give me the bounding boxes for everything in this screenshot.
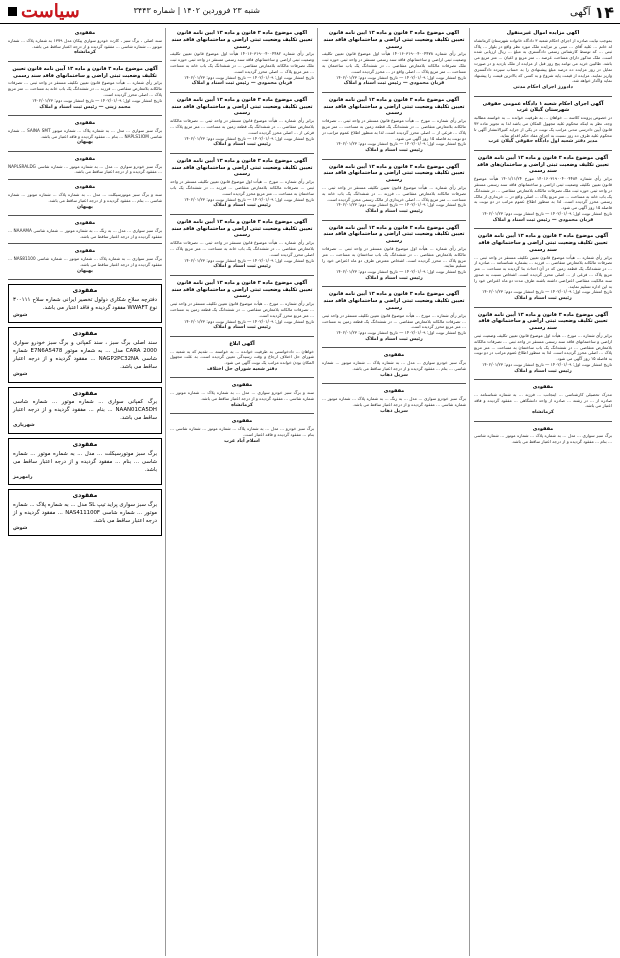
notice-separator xyxy=(8,243,162,244)
notice-separator xyxy=(474,150,612,151)
notice-body: برگ سبز سواری ... به شماره پلاک ... شماره موتور ... شماره شاسی NAS81100 ... مفقود گردیده و از درجه اعتبار ساقط می باشد. xyxy=(8,256,162,267)
legal-notice xyxy=(322,388,466,415)
notice-signature: رئیس ثبت اسناد و املاک xyxy=(365,209,423,215)
notice-signature: کرمانشاه xyxy=(231,402,253,408)
notice-publish-dates: تاریخ انتشار نوبت اول: ۱۴۰۲/۰۱/۰۹ — تاریخ انتشار نوبت دوم: ۱۴۰۲/۰۱/۲۳ xyxy=(184,74,314,80)
notice-title: مفقودی xyxy=(74,248,96,255)
legal-notice xyxy=(322,164,466,216)
notice-signature: قربان محمودی — رئیس ثبت اسناد و املاک xyxy=(343,81,445,87)
notice-title: مفقودی xyxy=(383,388,405,395)
notice-body: برابر رأی شماره ... هیأت موضوع قانون تعیین تکلیف مستقر در واحد ثبتی ... تصرفات مالکانه بلامعارض متقاضی ... فرزند ... در ششدانگ یک باب خانه به مساحت ... متر مربع پلاک ... اصلی محرز گردیده است. xyxy=(8,80,162,97)
legal-notice xyxy=(8,30,162,57)
notice-title: مفقودی xyxy=(383,352,405,359)
notice-body: برابر رأی شماره ... هیأت اول موضوع قانون مستقر در واحد ثبتی ... تصرفات مالکانه بلامعارض متقاضی ... در ششدانگ یک باب ساختمان به مساحت ... متر مربع پلاک ... محرز گردیده است. اشخاص معترض ظرف دو ماه اعتراض خود را تسلیم نمایند. xyxy=(322,245,466,269)
column-4 xyxy=(8,30,162,954)
legal-notice xyxy=(474,233,612,302)
notice-signature: سرپل ذهاب xyxy=(380,372,408,378)
legal-notice xyxy=(474,30,612,92)
page-header xyxy=(0,0,620,24)
notice-publish-dates: تاریخ انتشار نوبت اول: ۱۴۰۲/۰۱/۰۹ — تاریخ انتشار نوبت دوم: ۱۴۰۲/۰۱/۲۳ xyxy=(336,202,466,208)
notice-title: آگهی مزایده اموال غیرمنقول xyxy=(506,30,580,36)
notice-title: آگهی موضوع ماده ۳ قانون و ماده ۱۳ آیین نامه قانون تعیین تکلیف وضعیت ثبتی اراضی و ساختمانهای فاقد سند رسمی xyxy=(477,311,609,332)
notice-body: برابر رأی شماره ... مورخ ... هیأت موضوع قانون تعیین تکلیف مستقر در واحد ثبتی ... تصرفات مالکانه بلامعارض متقاضی ... در ششدانگ یک قطعه زمین به مساحت ... متر مربع محرز گردیده است. xyxy=(170,301,314,318)
notice-signature: بهبهان xyxy=(77,268,93,274)
notice-separator xyxy=(8,115,162,116)
notice-body: برابر رأی شماره ... مورخ ... هیأت موضوع قانون مستقر در واحد ثبتی ... تصرفات مالکانه بلامعارض متقاضی ... در ششدانگ یک قطعه زمین به مساحت ... متر مربع پلاک ... فرعی از ... اصلی محرز گردیده است. لذا به منظور اطلاع عموم مراتب در دو نوبت به فاصله ۱۵ روز آگهی می شود. xyxy=(322,118,466,141)
section-name: آگهی xyxy=(569,7,591,18)
notice-body: سند اصلی برگ سبز ، سند کمپانی و برگ سبز خودرو سواری CARA 2000 مدل ... به شماره موتور E7N6A5478 شماره شاسی NAGP2PC32NA ... مفقود گردیده و از درجه اعتبار ساقط می باشد. xyxy=(13,340,157,371)
notice-body: برگ سبز سواری ... مدل ... به شماره پلاک ... شماره موتور ... شماره شاسی ... بنام ... مفقود گردیده و از درجه اعتبار ساقط می باشد. xyxy=(474,433,612,445)
legal-notice xyxy=(474,101,612,146)
logo-square-icon xyxy=(8,7,17,16)
notice-body: برگ سبز سواری ... مدل ... به رنگ ... به شماره موتور ... شماره شاسی NAAAMA ... مفقود گردیده و از درجه اعتبار ساقط می باشد. xyxy=(8,227,162,239)
legal-notice xyxy=(8,184,162,211)
column-1 xyxy=(474,30,612,954)
notice-signature: شوش xyxy=(13,372,28,378)
notice-title: آگهی موضوع ماده ۳ قانون و ماده ۱۳ آیین نامه قانون تعیین تکلیف وضعیت ثبتی اراضی و ساختمانهای فاقد سند رسمی xyxy=(171,96,313,117)
boxed-notice xyxy=(8,387,162,434)
notice-separator xyxy=(322,92,466,93)
legal-notice xyxy=(8,156,162,175)
notice-body: برگ سبز خودرو سواری ... مدل ... به شماره موتور ... شماره شاسی NAPLSRALDG ... مفقود گردیده و از درجه اعتبار ساقط می باشد. xyxy=(8,163,162,175)
notice-signature: کرمانشاه xyxy=(74,50,96,56)
notice-publish-dates: تاریخ انتشار نوبت اول: ۱۴۰۲/۰۱/۰۹ — تاریخ انتشار نوبت دوم: ۱۴۰۲/۰۱/۲۳ xyxy=(336,269,466,275)
notice-separator xyxy=(170,413,314,414)
notice-publish-dates: تاریخ انتشار نوبت اول: ۱۴۰۲/۰۱/۰۹ — تاریخ انتشار نوبت دوم: ۱۴۰۲/۰۱/۲۳ xyxy=(184,257,314,263)
notice-body: برگ سبز خودرو سواری ... مدل ... به شماره پلاک ... شماره موتور ... شماره شاسی ... بنام ... مفقود گردیده و از درجه اعتبار ساقط می باشد. xyxy=(322,360,466,371)
notice-title: آگهی موضوع ماده ۳ قانون و ماده ۱۳ آیین نامه قانون تعیین تکلیف وضعیت ثبتی اراضی و ساختمانهای فاقد سند رسمی xyxy=(477,233,609,253)
notice-title: آگهی موضوع ماده ۳ قانون و ماده ۱۳ آیین نامه قانون تعیین تکلیف وضعیت ثبتی اراضی و ساختمانهای فاقد سند رسمی xyxy=(171,279,313,300)
notice-separator xyxy=(170,336,314,337)
notice-signature: رئیس ثبت اسناد و املاک xyxy=(213,203,271,209)
legal-notice xyxy=(474,312,612,376)
notice-signature: رامهرمز xyxy=(13,474,33,480)
legal-notice xyxy=(474,384,612,417)
notice-title: آگهی موضوع ماده ۳ قانون و ماده ۱۳ آیین نامه قانون تعیین تکلیف وضعیت ثبتی اراضی و ساختمان‌های فاقد سند رسمی xyxy=(477,154,609,175)
notice-signature: قربان محمودی — رئیس ثبت اسناد و املاک xyxy=(191,81,293,87)
notice-title: آگهی موضوع ماده ۳ قانون و ماده ۱۳ آیین نامه قانون تعیین تکلیف وضعیت ثبتی اراضی و ساختمانهای فاقد سند رسمی xyxy=(323,224,465,245)
notice-separator xyxy=(170,153,314,154)
notice-body: برگ سبز خودرو ... مدل ... به شماره پلاک ... شماره موتور ... شماره شاسی ... بنام ... مفقود گردیده و فاقد اعتبار است. xyxy=(170,425,314,437)
notice-body: برگ سبز سواری پراید تیپ SL مدل ... به شماره پلاک ... شماره موتور ... شماره شاسی NAS411100F ... مفقود گردیده و از درجه اعتبار ساقط می باشد. xyxy=(13,501,157,524)
notice-separator xyxy=(322,347,466,348)
notice-separator xyxy=(474,379,612,380)
notice-title: آگهی موضوع ماده ۳ قانون و ماده ۱۳ آیین نامه قانون تعیین تکلیف وضعیت ثبتی اراضی و ساختمانهای فاقد سند رسمی xyxy=(323,291,465,311)
legal-notice xyxy=(170,219,314,271)
boxed-notice xyxy=(8,438,162,485)
legal-notice xyxy=(8,66,162,111)
notice-title: مفقودی xyxy=(72,491,98,499)
notice-signature: رئیس ثبت اسناد و املاک xyxy=(365,336,423,342)
notice-signature: دادورز اجرای احکام مدنی xyxy=(513,85,573,91)
legal-notice xyxy=(322,97,466,155)
legal-notice xyxy=(170,97,314,149)
notice-separator xyxy=(8,151,162,152)
notice-body: بموجب نیابت صادره از اجرای احکام شعبه ۳ دادگاه خانواده شهرستان کرمانشاه له خانم ... علیه آقای ... مبنی بر مزایده ملک مورد نظر واقع در بلوار ... پلاک ثبتی ... که توسط کارشناس رسمی دادگستری به مبلغ ... ریال ارزیابی شده است. ملک مذکور دارای مساحت عرصه ... متر مربع و اعیان ... متر مربع می باشد. طالبین خرید می توانند پنج روز قبل از مزایده از ملک بازدید و در صورت تمایل در روز مزایده ده درصد مبلغ پیشنهادی را به حساب سپرده دادگستری واریز نمایند. مزایده از قیمت پایه شروع و به کسی که بالاترین قیمت را پیشنهاد نماید واگذار خواهد شد. xyxy=(474,37,612,84)
notice-signature: رئیس ثبت اسناد و املاک xyxy=(365,148,423,154)
notice-separator xyxy=(170,214,314,215)
notice-title: مفقودی xyxy=(74,119,96,126)
notice-title: مفقودی xyxy=(72,330,98,338)
column-divider xyxy=(469,28,470,956)
notice-title: آگهی موضوع ماده ۳ قانون و ماده ۱۳ آیین نامه قانون تعیین تکلیف وضعیت ثبتی اراضی و ساختمانهای فاقد سند رسمی xyxy=(12,65,158,79)
notice-separator xyxy=(474,228,612,229)
column-divider xyxy=(317,28,318,956)
legal-notice xyxy=(322,30,466,88)
notice-body: برابر رأی شماره ۱۴۰۱۶۰۳۱۹۰۰۴۰۰۴۴۸۲ هیأت اول موضوع قانون تعیین تکلیف وضعیت ثبتی اراضی و ساختمانهای فاقد سند رسمی مستقر در واحد ثبتی حوزه ثبت ملک تصرفات مالکانه بلامعارض متقاضی ... در ششدانگ یک باب خانه به مساحت ... متر مربع پلاک ... اصلی محرز گردیده است. xyxy=(170,51,314,74)
notice-signature: رئیس ثبت اسناد و املاک xyxy=(514,296,572,302)
notice-title: مفقودی xyxy=(72,389,98,397)
notice-body: در خصوص پرونده کلاسه ... خواهان ... به طرفیت خوانده ... به خواسته مطالبه وجه، نظر به اینکه محکوم علیه مجهول المکان می باشد لذا به تجویز ماده ۷۳ قانون آیین دادرسی مدنی مراتب یک نوبت در یکی از جراید کثیرالانتشار آگهی تا محکوم علیه ظرف ده روز نسبت به اجرای مفاد حکم اقدام نماید. xyxy=(474,115,612,138)
legal-notice xyxy=(170,341,314,374)
notice-separator xyxy=(322,383,466,384)
boxed-notice xyxy=(8,284,162,323)
notice-title: آگهی موضوع ماده ۳ قانون و ماده ۱۳ آیین نامه قانون تعیین تکلیف وضعیت ثبتی اراضی و ساختمانهای فاقد سند رسمی xyxy=(323,163,465,184)
notice-body: برابر رأی شماره ... مورخ ... هیأت موضوع قانون تعیین تکلیف مستقر در واحد ثبتی ... تصرفات مالکانه بلامعارض متقاضی ... در ششدانگ یک قطعه زمین به مساحت ... متر مربع محرز گردیده است. xyxy=(322,312,466,330)
notice-separator xyxy=(170,377,314,378)
notice-title: آگهی ابلاغ xyxy=(229,340,255,347)
notice-title: آگهی موضوع ماده ۳ قانون و ماده ۱۳ آیین نامه قانون تعیین تکلیف وضعیت ثبتی اراضی و ساختمانهای فاقد سند رسمی xyxy=(171,30,313,50)
notice-signature: رئیس ثبت اسناد و املاک xyxy=(213,142,271,148)
notice-body: برابر رأی شماره ۱۴۰۱۶۰۳۱۹۰۰۴۰۰۴۴۷۸ هیأت اول موضوع قانون تعیین تکلیف وضعیت ثبتی اراضی و ساختمانهای فاقد سند رسمی مستقر در واحد ثبتی حوزه ثبت ملک تصرفات مالکانه بلامعارض متقاضی ... در ششدانگ یک باب ساختمان به مساحت ... متر مربع پلاک ... اصلی واقع در ... محرز گردیده است. xyxy=(322,51,466,74)
notice-signature: مدیر دفتر شعبه اول دادگاه حقوقی گیلان غرب xyxy=(488,139,598,145)
notice-body: دفترچه سلاح شکاری دولول تخصیر ایرانی شماره سلاح ۳۰۰۱۱۱ نوع WWAFT مفقود گردیده و فاقد اعتبار می باشد. xyxy=(13,296,157,311)
legal-notice xyxy=(8,248,162,275)
notice-body: برابر رأی شماره ... هیأت موضوع قانون تعیین تکلیف مستقر در واحد ثبتی ... تصرفات مالکانه بلامعارض متقاضی ... فرزند ... بشماره شناسنامه ... صادره از ... در ششدانگ یک قطعه زمین که در آن احداث بنا گردیده به مساحت ... متر مربع پلاک ... فرعی از ... اصلی محرز گردیده است. اشخاص نسبت به صدور سند مالکیت متقاضی اعتراضی داشته باشند ظرف مدت دو ماه اعتراض خود را به این اداره تسلیم نمایند. xyxy=(474,254,612,289)
legal-notice xyxy=(322,352,466,379)
notice-signature: رئیس ثبت اسناد و املاک xyxy=(213,264,271,270)
legal-notice xyxy=(170,382,314,409)
notice-body: برابر رأی شماره ... هیأت موضوع قانون مستقر در واحد ثبتی ... تصرفات مالکانه بلامعارض متقاضی ... در ششدانگ یک باب خانه به مساحت ... متر مربع پلاک ... اصلی محرز گردیده است. xyxy=(170,240,314,257)
notice-signature: کرمانشاه xyxy=(532,410,554,416)
masthead-logo xyxy=(8,1,80,22)
notice-publish-dates: تاریخ انتشار نوبت اول: ۱۴۰۲/۰۱/۰۹ — تاریخ انتشار نوبت دوم: ۱۴۰۲/۰۱/۲۳ xyxy=(336,74,466,80)
notice-signature: شهریاری xyxy=(13,423,35,429)
notice-body: خواهان ... دادخواستی به طرفیت خوانده ... به خواسته ... تقدیم که به شعبه ... شورای حل اختلاف ارجاع و وقت رسیدگی تعیین گردیده است. به علت مجهول المکان بودن خوانده مراتب یک نوبت آگهی می شود. xyxy=(170,348,314,366)
boxed-notice xyxy=(8,489,162,536)
notice-body: برگ سبز سواری ... مدل ... به شماره پلاک ... شماره موتور SAINA SMT ... شماره شاسی NAPLS1IOM ... بنام ... مفقود گردیده و فاقد اعتبار می باشد. xyxy=(8,127,162,139)
legal-notice xyxy=(474,426,612,445)
notice-separator xyxy=(8,215,162,216)
notice-publish-dates: تاریخ انتشار نوبت اول: ۱۴۰۲/۰۱/۰۹ — تاریخ انتشار نوبت دوم: ۱۴۰۲/۰۱/۲۳ xyxy=(336,141,466,147)
boxed-notice xyxy=(8,327,162,382)
notice-body: برابر رأی شماره ... هیأت موضوع قانون مستقر در واحد ثبتی ... تصرفات مالکانه بلامعارض متقاضی ... در ششدانگ یک قطعه زمین به مساحت ... متر مربع پلاک ... فرعی از ... اصلی محرز گردیده است. xyxy=(170,118,314,135)
notice-body: برابر رأی شماره ... مورخ ... هیأت اول موضوع قانون تعیین تکلیف وضعیت ثبتی اراضی و ساختمانهای فاقد سند رسمی مستقر در واحد ثبتی ... تصرفات مالکانه بلامعارض متقاضی ... در ششدانگ یک باب ساختمان به مساحت ... متر مربع پلاک ... اصلی محرز گردیده است. لذا به منظور اطلاع عموم مراتب در دو نوبت به فاصله ۱۵ روز آگهی می شود. xyxy=(474,332,612,362)
notice-signature: سرپل ذهاب xyxy=(380,408,408,414)
notice-title: آگهی موضوع ماده ۳ قانون و ماده ۱۳ آیین نامه قانون تعیین تکلیف وضعیت ثبتی اراضی و ساختمانهای فاقد سند رسمی xyxy=(323,30,465,50)
notice-signature: دفتر شعبه شورای حل اختلاف xyxy=(206,366,278,372)
notice-publish-dates: تاریخ انتشار نوبت اول: ۱۴۰۲/۰۱/۰۹ — تاریخ انتشار نوبت دوم: ۱۴۰۲/۰۱/۲۳ xyxy=(184,196,314,202)
legal-notice xyxy=(170,280,314,332)
notice-title: مفقودی xyxy=(532,384,554,391)
notice-signature: رئیس ثبت اسناد و املاک xyxy=(213,325,271,331)
notice-body: برابر رأی شماره ... مورخ ... هیأت اول موضوع قانون تعیین تکلیف مستقر در واحد ثبتی ... تصرفات مالکانه بلامعارض متقاضی ... فرزند ... در ششدانگ یک باب ساختمان به مساحت ... متر مربع محرز گردیده است. xyxy=(170,179,314,196)
notice-body: برگ سبز موتورسیکلت ... مدل ... به شماره موتور ... شماره شاسی ... بنام ... مفقود گردیده و از درجه اعتبار ساقط می باشد. xyxy=(13,450,157,473)
notice-signature: رئیس ثبت اسناد و املاک xyxy=(514,368,572,374)
notice-publish-dates: تاریخ انتشار نوبت اول: ۱۴۰۲/۰۱/۰۹ — تاریخ انتشار نوبت دوم: ۱۴۰۲/۰۱/۲۳ xyxy=(482,289,612,295)
notice-separator xyxy=(8,179,162,180)
notice-signature: قربان محمودی — رئیس ثبت اسناد و املاک xyxy=(492,217,594,223)
notice-publish-dates: تاریخ انتشار نوبت اول: ۱۴۰۲/۰۱/۰۹ — تاریخ انتشار نوبت دوم: ۱۴۰۲/۰۱/۲۳ xyxy=(482,361,612,367)
legal-notice xyxy=(474,155,612,224)
notice-separator xyxy=(474,96,612,97)
notice-separator xyxy=(322,286,466,287)
legal-notice xyxy=(170,418,314,445)
notice-signature: بهبهان xyxy=(77,204,93,210)
notice-separator xyxy=(170,92,314,93)
legal-notice xyxy=(322,225,466,283)
column-divider xyxy=(165,28,166,956)
notice-publish-dates: تاریخ انتشار نوبت اول: ۱۴۰۲/۰۱/۰۹ — تاریخ انتشار نوبت دوم: ۱۴۰۲/۰۱/۲۳ xyxy=(32,97,162,103)
legal-notice xyxy=(322,291,466,343)
notice-title: آگهی اجرای احکام شعبه ۱ دادگاه عمومی حقوقی شهرستان گیلان غرب xyxy=(482,100,604,114)
notice-separator xyxy=(8,279,162,280)
notice-body: برگ کمپانی سواری ... شماره موتور ... شماره شاسی NAAN01CA5DH ... بنام ... مفقود گردیده و از درجه اعتبار ساقط می باشد. xyxy=(13,399,157,422)
page-number: ۱۴ xyxy=(594,3,614,22)
notice-body: سند اصلی ، برگ سبز ، کارت خودرو سواری پیکان مدل ۱۳۷۹ به شماره پلاک ... شماره موتور ... شماره شاسی ... مفقود گردیده و از درجه اعتبار ساقط می باشد. xyxy=(8,37,162,49)
notice-separator xyxy=(322,220,466,221)
notice-signature: اسلام آباد غرب xyxy=(224,438,260,444)
notice-publish-dates: تاریخ انتشار نوبت اول: ۱۴۰۲/۰۱/۰۹ — تاریخ انتشار نوبت دوم: ۱۴۰۲/۰۱/۲۳ xyxy=(482,210,612,216)
notice-signature: شوش xyxy=(13,525,28,531)
logo-text: سیاست xyxy=(21,1,80,22)
column-2 xyxy=(322,30,466,954)
notice-body: سند و برگ سبز خودرو سواری ... مدل ... به شماره پلاک ... شماره موتور ... شماره شاسی ... مفقود گردیده و از درجه اعتبار ساقط می باشد. xyxy=(170,390,314,401)
notice-signature: محمد زینی — رئیس ثبت اسناد و املاک xyxy=(39,104,131,110)
legal-notice xyxy=(170,30,314,88)
notice-separator xyxy=(474,421,612,422)
column-3 xyxy=(170,30,314,954)
issue-info: شنبه ۲۳ فروردین ۱۴۰۲ | شماره ۳۴۴۳ xyxy=(133,6,260,15)
notice-separator xyxy=(170,275,314,276)
notice-title: آگهی موضوع ماده ۳ قانون و ماده ۱۳ آیین نامه قانون تعیین تکلیف وضعیت ثبتی اراضی و ساختمانهای فاقد سند رسمی xyxy=(323,96,465,117)
notice-title: مفقودی xyxy=(74,155,96,162)
notice-title: آگهی موضوع ماده ۳ قانون و ماده ۱۳ آیین نامه قانون تعیین تکلیف وضعیت ثبتی اراضی و ساختمانهای فاقد سند رسمی xyxy=(171,157,313,178)
legal-notice xyxy=(8,120,162,147)
legal-notice xyxy=(170,158,314,210)
notice-title: مفقودی xyxy=(74,184,96,191)
notice-title: آگهی موضوع ماده ۳ قانون و ماده ۱۳ آیین نامه قانون تعیین تکلیف وضعیت ثبتی اراضی و ساختمانهای فاقد سند رسمی xyxy=(171,218,313,239)
notice-title: مفقودی xyxy=(231,382,253,389)
notice-signature: رئیس ثبت اسناد و املاک xyxy=(365,275,423,281)
notice-title: مفقودی xyxy=(72,287,98,295)
notice-publish-dates: تاریخ انتشار نوبت اول: ۱۴۰۲/۰۱/۰۹ — تاریخ انتشار نوبت دوم: ۱۴۰۲/۰۱/۲۳ xyxy=(184,318,314,324)
notice-separator xyxy=(474,307,612,308)
notice-title: مفقودی xyxy=(72,440,98,448)
notice-body: سند و برگ سبز موتورسیکلت ... مدل ... به شماره پلاک ... شماره موتور ... شماره شاسی ... بنام ... مفقود گردیده و از درجه اعتبار ساقط می باشد. xyxy=(8,191,162,203)
notice-publish-dates: تاریخ انتشار نوبت اول: ۱۴۰۲/۰۱/۰۹ — تاریخ انتشار نوبت دوم: ۱۴۰۲/۰۱/۲۳ xyxy=(184,135,314,141)
notice-body: برابر رأی شماره ... هیأت موضوع قانون تعیین تکلیف مستقر در واحد ثبتی ... تصرفات مالکانه بلامعارض متقاضی ... فرزند ... در ششدانگ یک باب خانه به مساحت ... متر مربع پلاک ... اصلی خریداری از مالک رسمی محرز گردیده است. xyxy=(322,184,466,202)
notice-separator xyxy=(8,61,162,62)
notice-body: برگ سبز خودرو سواری ... مدل ... به رنگ ... به شماره پلاک ... شماره موتور ... شماره شاسی ... مفقود گردیده و از درجه اعتبار ساقط می باشد. xyxy=(322,395,466,407)
notice-signature: شوش xyxy=(13,312,28,318)
notice-signature: بهبهان xyxy=(77,140,93,146)
header-page-info xyxy=(570,3,614,22)
notice-publish-dates: تاریخ انتشار نوبت اول: ۱۴۰۲/۰۱/۰۹ — تاریخ انتشار نوبت دوم: ۱۴۰۲/۰۱/۲۳ xyxy=(336,330,466,336)
notice-body: مدرک تحصیلی کارشناسی ... اینجانب ... فرزند ... به شماره شناسنامه ... صادره از ... در رشته ... صادره از واحد دانشگاهی ... مفقود گردیده و فاقد اعتبار می باشد. xyxy=(474,391,612,409)
notice-title: مفقودی xyxy=(231,418,253,425)
notice-body: برابر رأی شماره ۱۴۰۱۶۰۳۱۹۰۰۴۰۰۴۴۸۴ مورخ ۱۴۰۱/۱۱/۲۴ هیأت موضوع قانون تعیین تکلیف وضعیت ثبتی اراضی و ساختمانهای فاقد سند رسمی مستقر در واحد ثبتی حوزه ثبت ملک تصرفات مالکانه بلامعارض متقاضی ... در ششدانگ یک باب خانه به مساحت ... متر مربع پلاک ... اصلی واقع در ... خریداری از مالک رسمی محرز گردیده است. لذا به منظور اطلاع عموم مراتب در دو نوبت به فاصله ۱۵ روز آگهی می شود. xyxy=(474,176,612,211)
notice-title: مفقودی xyxy=(74,219,96,226)
notice-separator xyxy=(322,159,466,160)
notice-title: مفقودی xyxy=(74,30,96,36)
legal-notice xyxy=(8,220,162,239)
notice-title: مفقودی xyxy=(532,425,554,432)
